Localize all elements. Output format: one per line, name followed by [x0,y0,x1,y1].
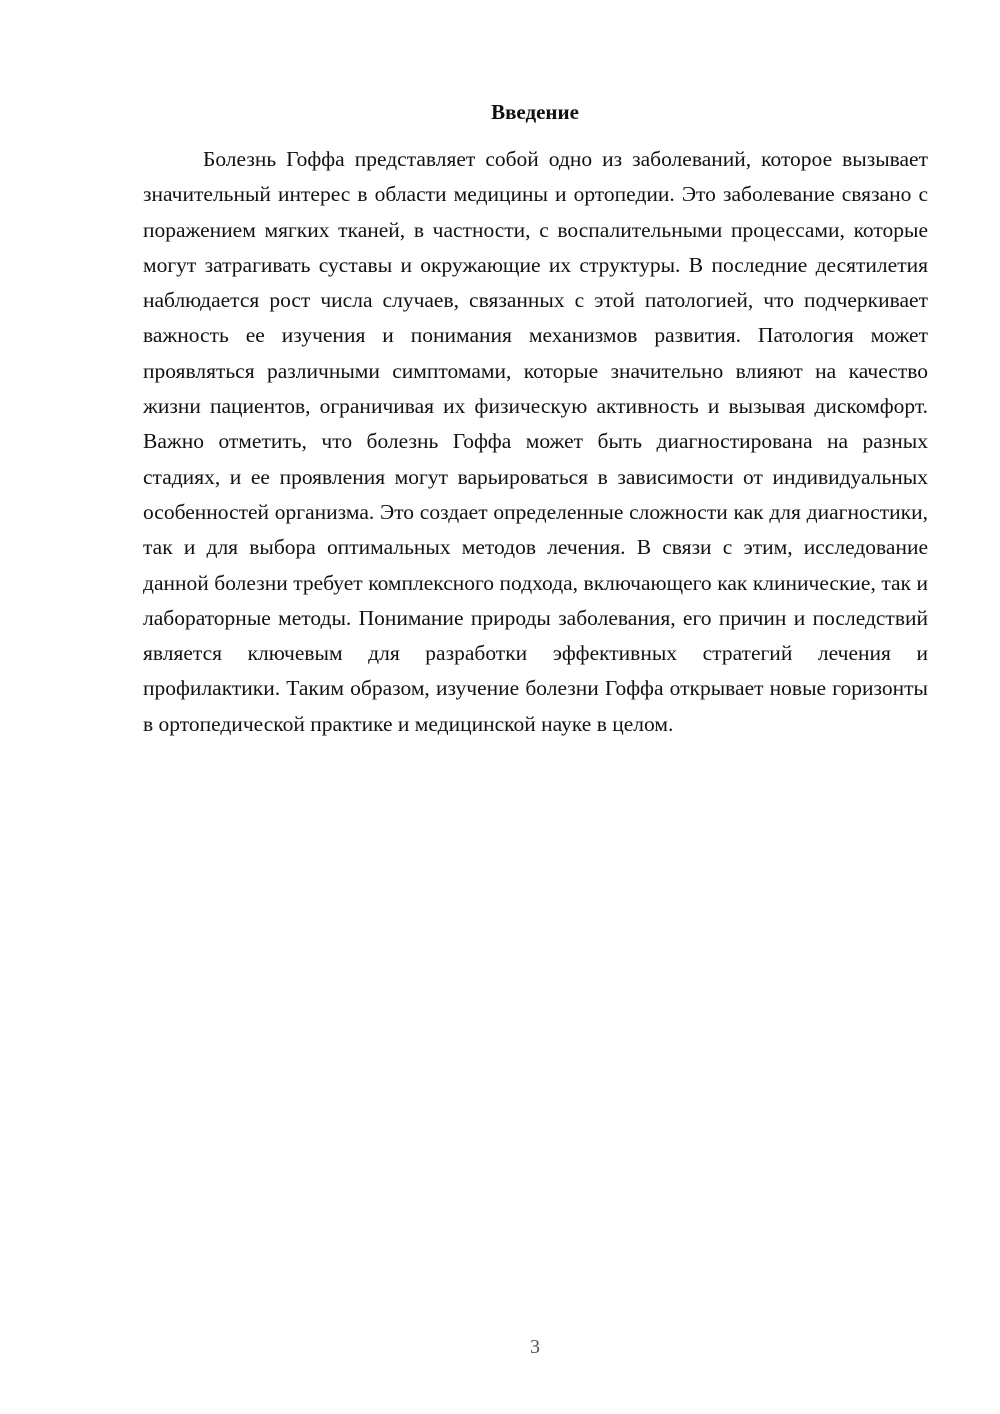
body-paragraph: Болезнь Гоффа представляет собой одно из заболеваний, которое вызывает значительный интерес в области медицины и ортопедии. Это заболевание связано с поражением мягких тканей, в частности, с воспалительными процессами, которые могут затрагивать суставы и окружающие их структуры. В последние десятилетия наблюдается рост числа случаев, связанных с этой патологией, что подчеркивает важность ее изучения и понимания механизмов развития. Патология может проявляться различными симптомами, которые значительно влияют на качество жизни пациентов, ограничивая их физическую активность и вызывая дискомфорт. Важно отметить, что болезнь Гоффа может быть диагностирована на разных стадиях, и ее проявления могут варьироваться в зависимости от индивидуальных особенностей организма. Это создает определенные сложности как для диагностики, так и для выбора оптимальных методов лечения. В связи с этим, исследование данной болезни требует комплексного подхода, включающего как клинические, так и лабораторные методы. Понимание природы заболевания, его причин и последствий является ключевым для разработки эффективных стратегий лечения и профилактики. Таким образом, изучение болезни Гоффа открывает новые горизонты в ортопедической практике и медицинской науке в целом. [143,147,928,736]
page-number: 3 [530,1336,540,1358]
section-heading: Введение [491,100,579,124]
